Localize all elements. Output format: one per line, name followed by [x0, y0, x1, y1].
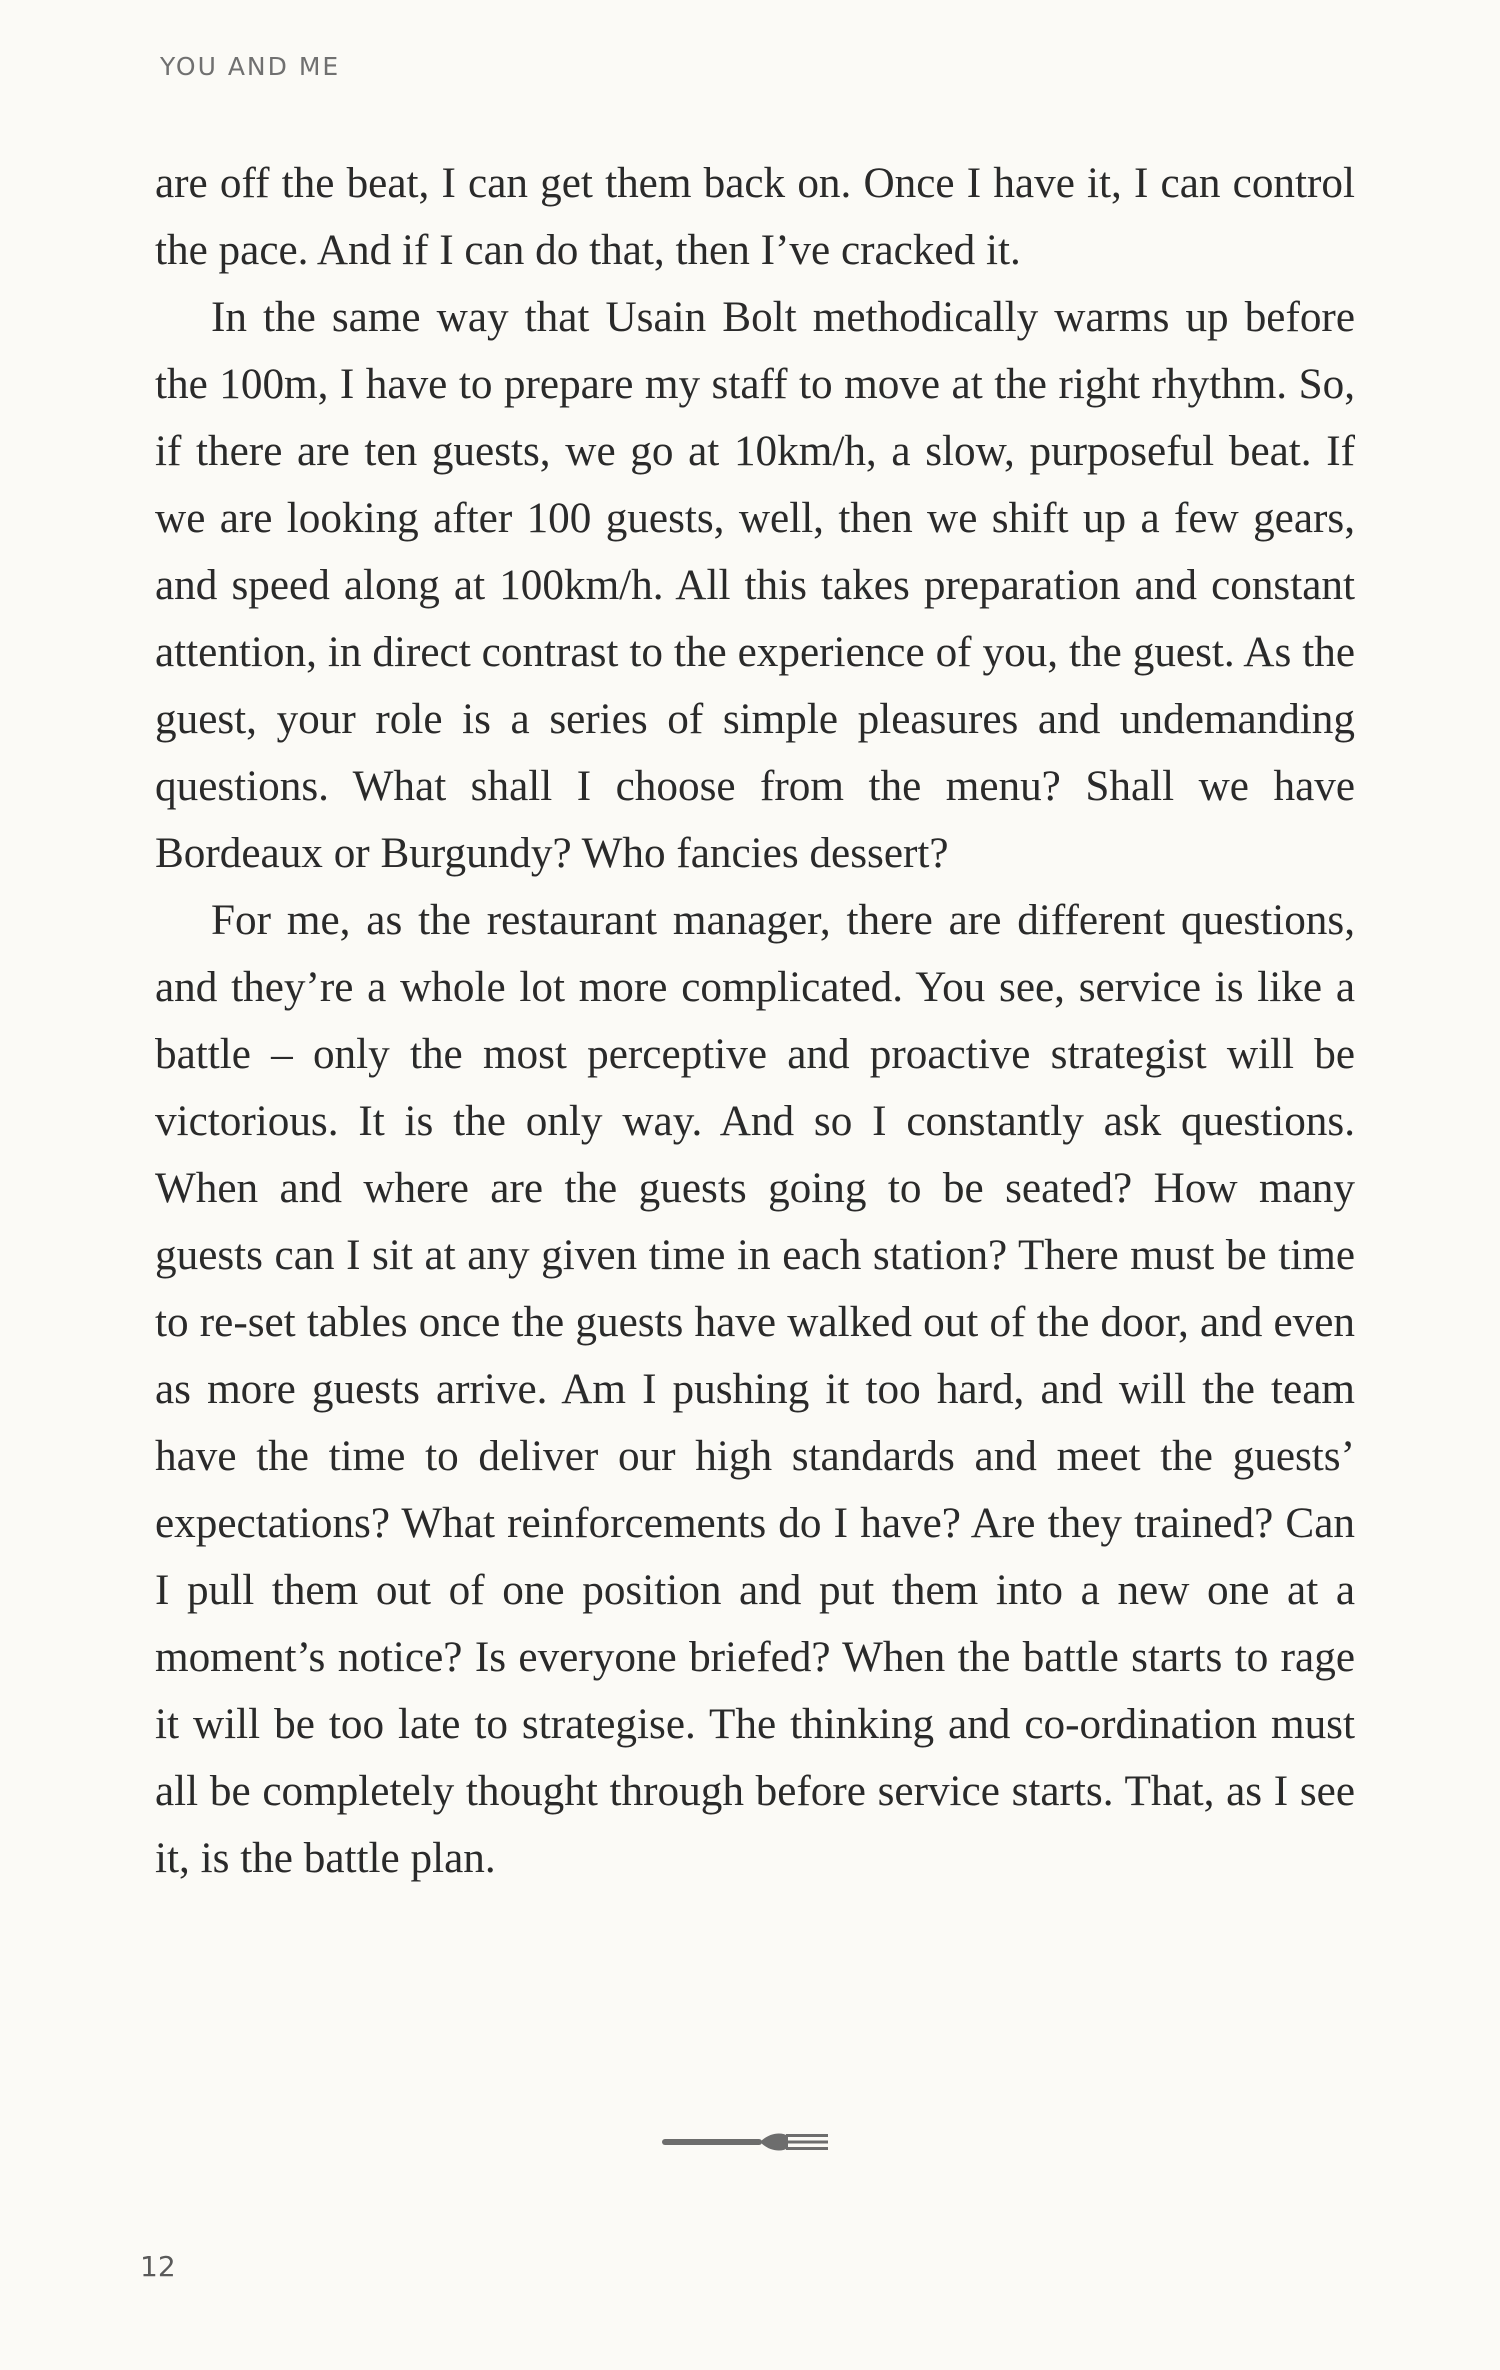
paragraph-continuation: are off the beat, I can get them back on. Once I have it, I can control the pace. And if I can do that, then I’ve cracked it. — [155, 160, 1355, 274]
body-text — [155, 150, 1355, 1892]
running-head: YOU AND ME — [160, 52, 341, 81]
page-number: 12 — [140, 2250, 176, 2283]
paragraph-battle-plan: For me, as the restaurant manager, there are different questions, and they’re a whole lot more complicated. You see, service is like a battle – only the most perceptive and proactive strategist will be victorious. It is the only way. And so I constantly ask questions. When and where are the guests going to be seated? How many guests can I sit at any given time in each station? There must be time to re-set tables once the guests have walked out of the door, and even as more guests arrive. Am I pushing it too hard, and will the team have the time to deliver our high standards and meet the guests’ expectations? What reinforcements do I have? Are they trained? Can I pull them out of one position and put them into a new one at a moment’s notice? Is everyone briefed? When the battle starts to rage it will be too late to strategise. The thinking and co-ordination must all be completely thought through before service starts. That, as I see it, is the battle plan. — [155, 897, 1355, 1882]
paragraph-usain-bolt: In the same way that Usain Bolt methodically warms up before the 100m, I have to prepare my staff to move at the right rhythm. So, if there are ten guests, we go at 10km/h, a slow, purposeful beat. If we are looking after 100 guests, well, then we shift up a few gears, and speed along at 100km/h. All this takes preparation and constant attention, in direct contrast to the experience of you, the guest. As the guest, your role is a series of simple pleasures and undemanding questions. What shall I choose from the menu? Shall we have Bordeaux or Burgundy? Who fancies dessert? — [155, 294, 1355, 877]
fork-icon — [660, 2124, 830, 2160]
